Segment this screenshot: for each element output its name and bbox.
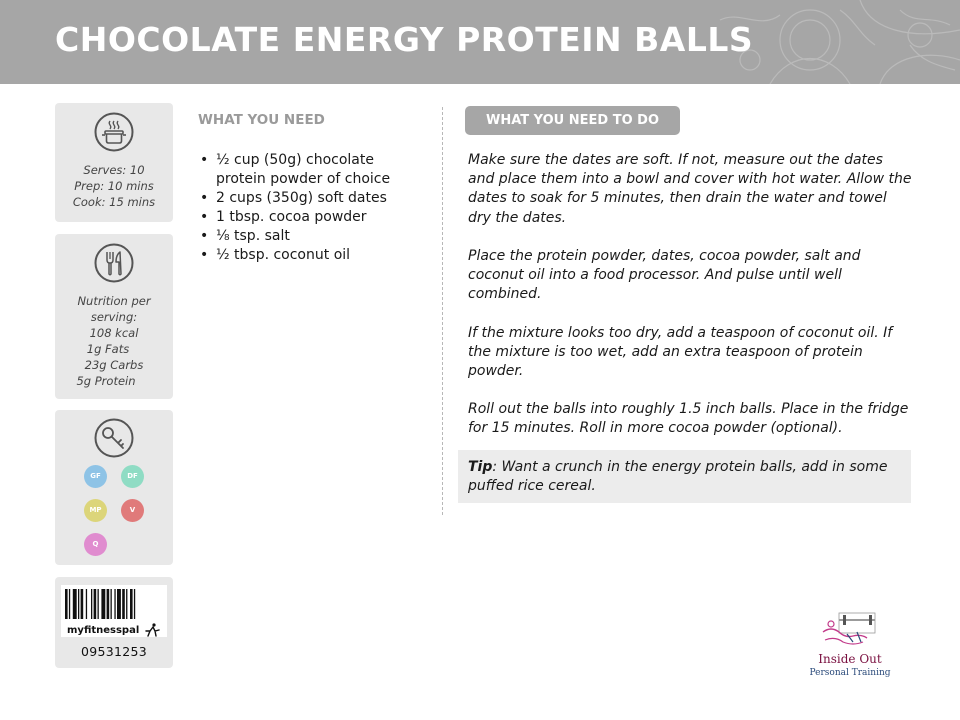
barcode-stripe — [65, 589, 68, 619]
method-heading: WHAT YOU NEED TO DO — [465, 106, 680, 135]
barcode-stripe — [86, 589, 87, 619]
method-step-1: Make sure the dates are soft. If not, measure out the dates and place them into a bowl and cover with hot water. Allow the dates to soak for 5 minutes, then drain the water and towel dry the dates. — [468, 152, 912, 226]
nutrition-kcal: 108 kcal — [89, 326, 139, 340]
inside-out-logo — [805, 610, 895, 685]
barcode-stripe — [126, 589, 127, 619]
barcode-stripe — [111, 589, 112, 619]
badge-meal-prep: MP — [84, 499, 107, 522]
barcode-stripe — [73, 589, 77, 619]
barcode-stripe — [134, 589, 135, 619]
ingredient-item: • ½ cup (50g) chocolate protein powder of choice — [198, 151, 413, 189]
nutrition-carbs: 23g Carbs — [84, 358, 144, 372]
recipe-title: CHOCOLATE ENERGY PROTEIN BALLS — [55, 20, 754, 59]
badge-vegetarian: V — [121, 499, 144, 522]
badge-quick: Q — [84, 533, 107, 556]
nutrition-label-1: Nutrition per — [77, 294, 151, 308]
barcode-stripe — [69, 589, 70, 619]
barcode-stripe — [117, 589, 121, 619]
ingredients-heading: WHAT YOU NEED — [198, 112, 325, 128]
ingredient-item: • ½ tbsp. coconut oil — [198, 246, 413, 265]
logo-subtitle: Personal Training — [809, 668, 891, 678]
logo-name: Inside Out — [818, 652, 882, 666]
barcode-stripe — [94, 589, 97, 619]
nutrition-label-2: serving: — [90, 310, 138, 324]
barcode-stripe — [101, 589, 105, 619]
fitness-figure-logo-icon — [817, 610, 883, 650]
serves-info-box — [55, 103, 173, 222]
barcode-image — [65, 589, 161, 623]
method-step-4: Roll out the balls into roughly 1.5 inch balls. Place in the fridge for 15 minutes. Roll in more cocoa powder (optional). — [468, 401, 909, 437]
nutrition-protein: 5g Protein — [76, 374, 136, 388]
key-icon — [94, 418, 134, 458]
tip-box — [458, 450, 911, 503]
serves-line: Serves: 10 — [83, 163, 145, 177]
badge-dairy-free: DF — [121, 465, 144, 488]
method-step-2: Place the protein powder, dates, cocoa powder, salt and coconut oil into a food processor. And pulse until well combined. — [468, 248, 861, 303]
nutrition-details — [55, 293, 173, 389]
method-step-3: If the mixture looks too dry, add a teaspoon of coconut oil. If the mixture is too wet, add an extra teaspoon of protein powder. — [468, 325, 893, 380]
serves-details — [55, 162, 173, 210]
tip-body: : Want a crunch in the energy protein balls, add in some puffed rice cereal. — [468, 459, 888, 495]
runner-figure-icon — [143, 623, 161, 637]
fork-knife-icon — [94, 243, 134, 283]
barcode-stripe — [98, 589, 99, 619]
ingredient-item: • 1 tbsp. cocoa powder — [198, 208, 413, 227]
ingredients-list — [198, 151, 413, 265]
barcode-stripe — [91, 589, 92, 619]
cooking-pot-icon — [94, 112, 134, 152]
badge-gluten-free: GF — [84, 465, 107, 488]
cook-line: Cook: 15 mins — [72, 195, 156, 209]
barcode-box — [55, 577, 173, 668]
myfitnesspal-barcode[interactable] — [61, 585, 167, 637]
barcode-stripe — [130, 589, 133, 619]
dietary-info-box — [55, 410, 173, 565]
ingredient-item: • 2 cups (350g) soft dates — [198, 189, 413, 208]
ingredient-item: • ⅛ tsp. salt — [198, 227, 413, 246]
barcode-stripe — [78, 589, 79, 619]
barcode-stripe — [81, 589, 84, 619]
nutrition-fats: 1g Fats — [86, 342, 130, 356]
prep-line: Prep: 10 mins — [74, 179, 154, 193]
myfitnesspal-logo: myfitnesspal — [67, 625, 140, 636]
barcode-number: 09531253 — [80, 644, 148, 659]
header-banner — [0, 0, 960, 84]
tip-label: Tip — [468, 459, 493, 475]
barcode-stripe — [114, 589, 115, 619]
barcode-stripe — [122, 589, 125, 619]
nutrition-info-box — [55, 234, 173, 399]
tip-text — [468, 458, 905, 496]
barcode-stripe — [107, 589, 110, 619]
column-divider — [442, 107, 443, 515]
